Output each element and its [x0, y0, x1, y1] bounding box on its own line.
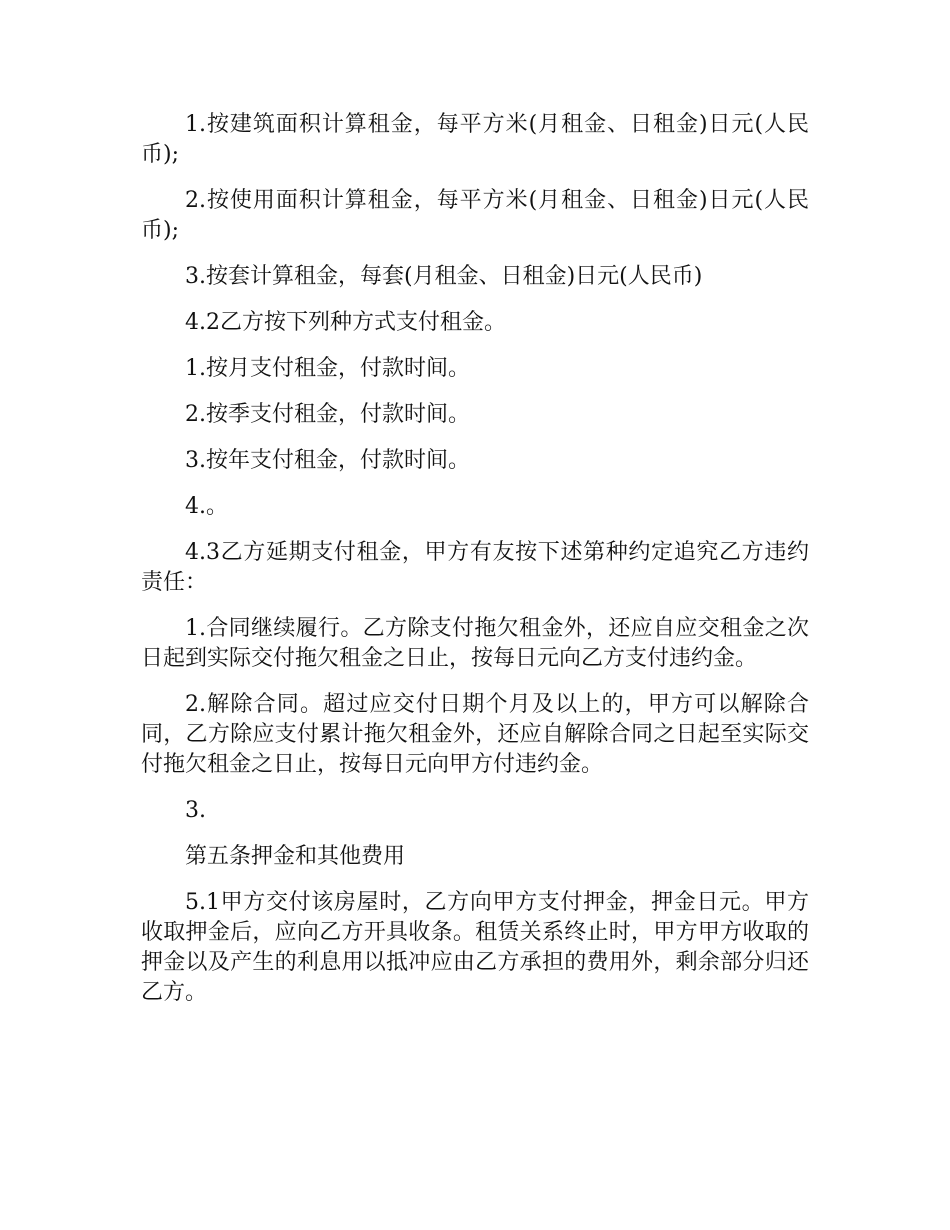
paragraph-item-3: 3.: [185, 798, 206, 823]
paragraph-late-payment: 4.3乙方延期支付租金，甲方有友按下述第种约定追究乙方违约责任：: [141, 540, 809, 595]
paragraph-pay-monthly: 1.按月支付租金，付款时间。: [185, 356, 470, 381]
paragraph-pay-yearly: 3.按年支付租金，付款时间。: [185, 448, 470, 473]
paragraph-rent-by-usable-area: 2.按使用面积计算租金，每平方米(月租金、日租金)日元(人民币);: [141, 188, 809, 243]
paragraph-rent-by-building-area: 1.按建筑面积计算租金，每平方米(月租金、日租金)日元(人民币);: [141, 112, 809, 167]
paragraph-payment-other: 4.。: [185, 494, 228, 519]
paragraph-deposit: 5.1甲方交付该房屋时，乙方向甲方支付押金，押金日元。甲方收取押金后，应向乙方开具收条。租赁关系终止时，甲方甲方收取的押金以及产生的利息用以抵冲应由乙方承担的费用外，剩余部分归还乙方。: [141, 890, 809, 1005]
section-heading-article-5: 第五条押金和其他费用: [185, 844, 406, 869]
paragraph-terminate-contract: 2.解除合同。超过应交付日期个月及以上的，甲方可以解除合同，乙方除应支付累计拖欠租金外，还应自解除合同之日起至实际交付拖欠租金之日止，按每日元向甲方付违约金。: [141, 692, 809, 777]
paragraph-payment-methods: 4.2乙方按下列种方式支付租金。: [185, 310, 506, 335]
paragraph-rent-by-unit: 3.按套计算租金，每套(月租金、日租金)日元(人民币): [185, 264, 703, 289]
paragraph-continue-contract: 1.合同继续履行。乙方除支付拖欠租金外，还应自应交租金之次日起到实际交付拖欠租金之日止，按每日元向乙方支付违约金。: [141, 616, 809, 671]
document-body: [141, 110, 809, 1024]
paragraph-pay-quarterly: 2.按季支付租金，付款时间。: [185, 402, 470, 427]
